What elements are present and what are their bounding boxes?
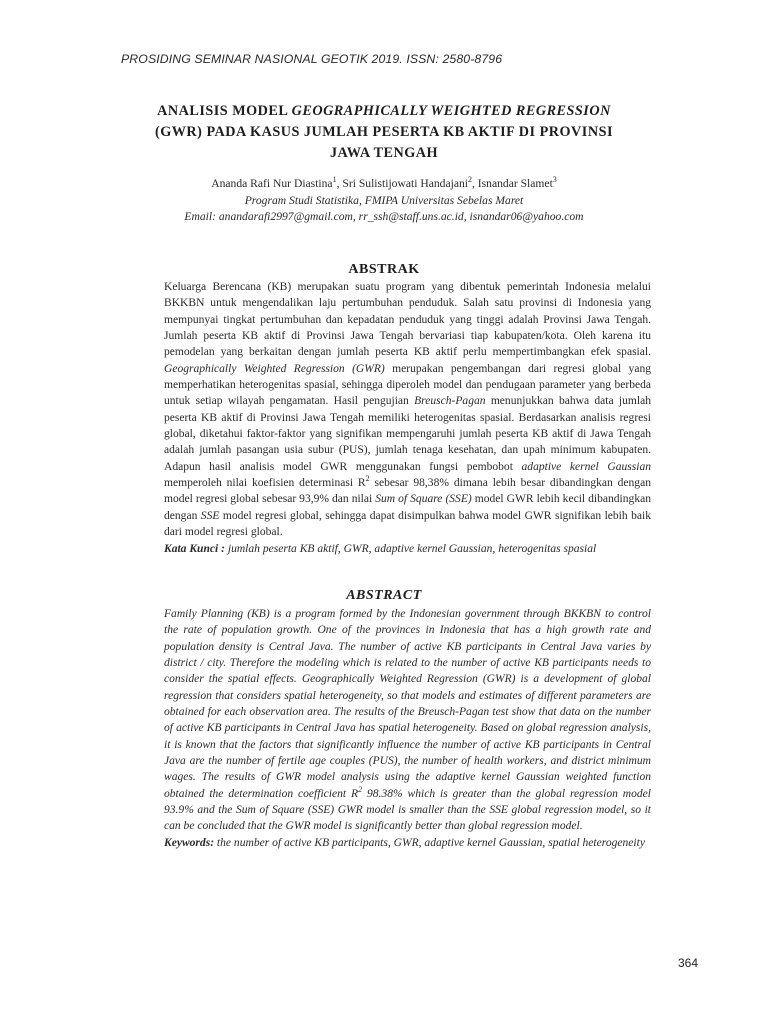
running-header: PROSIDING SEMINAR NASIONAL GEOTIK 2019. ISSN: 2580-8796: [121, 52, 503, 66]
abstrak-text: SSE: [200, 509, 220, 522]
author-1-sup: 1: [332, 175, 337, 185]
title-line3: JAWA TENGAH: [329, 145, 439, 161]
abstrak-text: memperoleh nilai koefisien determinasi R: [164, 477, 366, 490]
title-part2: GEOGRAPHICALLY WEIGHTED REGRESSION: [291, 103, 611, 119]
abstrak-text: menunjukkan bahwa data jumlah peserta KB aktif di Provinsi Jawa Tengah memiliki heterogenitas spasial. Berdasarkan analisis regresi global, diketahui faktor-faktor yang signifikan mempengaruhi jumlah peserta KB aktif di Jawa Tengah adalah jumlah pasangan usia subur (PUS), jumlah tenaga kesehatan, dan upah minimum kabupaten. Adapun hasil analisis model GWR menggunakan fungsi pembobot: [164, 395, 651, 473]
abstrak-text: Keluarga Berencana (KB) merupakan suatu program yang dibentuk pemerintah Indonesia melalui BKKBN untuk mengendalikan laju pertumbuhan penduduk. Salah satu provinsi di Indonesia yang mempunyai tingkat pertumbuhan dan kepadatan penduduk yang tinggi adalah Provinsi Jawa Tengah. Jumlah peserta KB aktif di Provinsi Jawa Tengah bervariasi tiap kabupaten/kota. Oleh karena itu pemodelan yang berkaitan dengan jumlah peserta KB aktif perlu mempertimbangkan efek spasial.: [164, 281, 651, 359]
abstrak-text: sebesar 98,38% dimana lebih besar dibandingkan dengan model regresi global sebesar 93,9% dan nilai: [164, 477, 651, 506]
author-list: [100, 176, 668, 193]
keywords-text: the number of active KB participants, GWR, adaptive kernel Gaussian, spatial heterogeneity: [214, 836, 645, 849]
affiliation: Program Studi Statistika, FMIPA Universitas Sebelas Maret: [244, 193, 524, 207]
kata-kunci: [164, 541, 651, 557]
author-3: Isnandar Slamet: [477, 177, 553, 190]
email-line: Email: anandarafi2997@gmail.com, rr_ssh@staff.uns.ac.id, isnandar06@yahoo.com: [184, 210, 584, 223]
abstrak-heading: ABSTRAK: [348, 262, 420, 277]
page-number: 364: [678, 956, 699, 970]
keywords-label: Keywords:: [164, 836, 215, 849]
abstract-heading: ABSTRACT: [346, 588, 422, 603]
author-sep: ,: [471, 177, 478, 190]
abstrak-text: model GWR lebih kecil dibandingkan dengan: [164, 493, 651, 522]
title-line2: (GWR) PADA KASUS JUMLAH PESERTA KB AKTIF DI PROVINSI: [154, 124, 613, 140]
paper-title: [100, 101, 668, 164]
abstrak-body: [164, 279, 651, 557]
kata-kunci-label: Kata Kunci :: [164, 542, 225, 555]
author-3-sup: 3: [552, 175, 557, 185]
abstrak-sup: 2: [365, 474, 370, 484]
keywords: [164, 835, 651, 851]
author-1: Ananda Rafi Nur Diastina: [211, 177, 333, 190]
title-part1: ANALISIS MODEL: [157, 103, 292, 119]
abstract-body: [164, 606, 651, 851]
author-2-sup: 2: [467, 175, 472, 185]
abstract-text: Family Planning (KB) is a program formed by the Indonesian government through BKKBN to control the rate of population growth. One of the provinces in Indonesia that has a high growth rate and population density is Central Java. The number of active KB participants in Central Java varies by district / city. Therefore the modeling which is related to the number of active KB participants needs to consider the spatial effects. Geographically Weighted Regression (GWR) is a development of global regression that considers spatial heterogeneity, so that models and estimates of different parameters are obtained for each observation area. The results of the Breusch-Pagan test show that data on the number of active KB participants in Central Java has spatial heterogeneity. Based on global regression analysis, it is known that the factors that significantly influence the number of active KB participants in Central Java are the number of fertile age couples (PUS), the number of health workers, and district minimum wages. The results of GWR model analysis using the adaptive kernel Gaussian weighted function obtained the determination coefficient R: [164, 608, 651, 800]
abstrak-text: model regresi global, sehingga dapat disimpulkan bahwa model GWR signifikan lebih baik dari model regresi global.: [164, 509, 651, 539]
author-sep: ,: [336, 177, 343, 190]
author-2: Sri Sulistijowati Handajani: [342, 177, 468, 190]
abstrak-text: merupakan pengembangan dari regresi global yang memperhatikan heterogenitas spasial, sehingga diperoleh model dan pendugaan parameter yang berbeda untuk setiap wilayah pengamatan. Hasil pengujian: [164, 362, 651, 408]
abstrak-text: Sum of Square (SSE): [375, 493, 472, 506]
abstrak-text: Geographically Weighted Regression (GWR): [164, 362, 385, 375]
abstract-text: 98.38% which is greater than the global regression model 93.9% and the Sum of Square (SSE) GWR model is smaller than the SSE global regression model, so it can be concluded that the GWR model is significantly better than global regression model.: [164, 787, 651, 833]
kata-kunci-text: jumlah peserta KB aktif, GWR, adaptive kernel Gaussian, heterogenitas spasial: [224, 542, 597, 555]
abstract-sup: 2: [358, 784, 363, 794]
abstrak-text: Breusch-Pagan: [414, 395, 486, 408]
author-block: [100, 176, 668, 226]
abstrak-text: adaptive kernel Gaussian: [521, 460, 651, 473]
